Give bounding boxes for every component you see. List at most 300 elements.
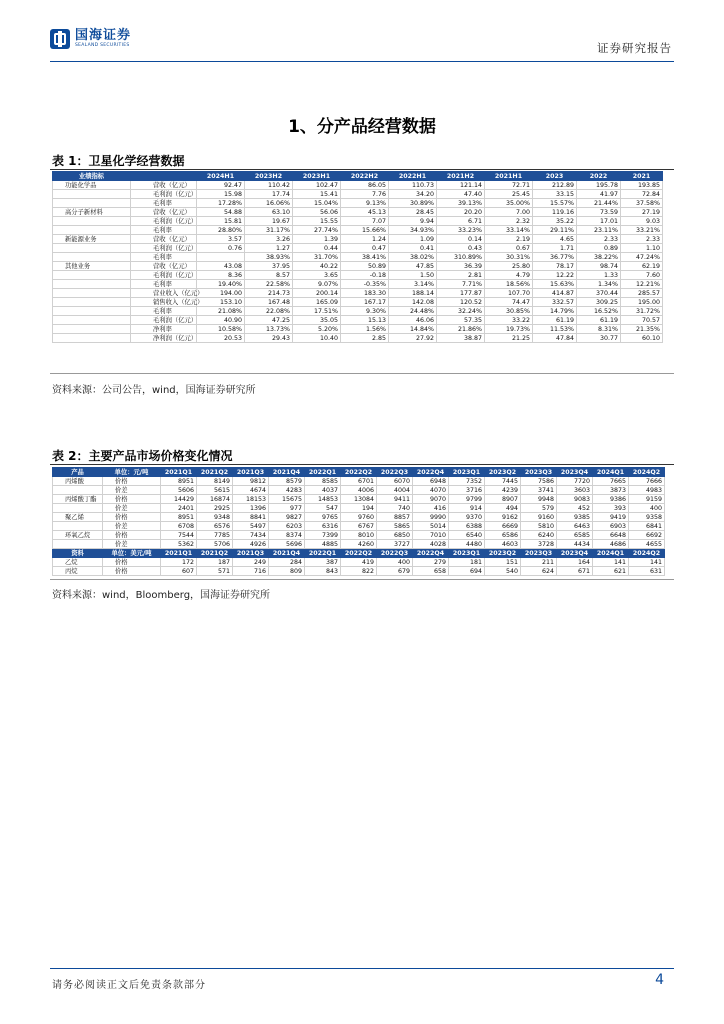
table1-value-cell: 19.40% (197, 280, 245, 289)
table1-value-cell: 35.22 (533, 217, 577, 226)
table1-value-cell: 200.14 (293, 289, 341, 298)
table1-indicator-cell: 毛利润（亿元） (131, 190, 197, 199)
table2-value-cell: 4434 (557, 540, 593, 549)
table2-value-cell: 9348 (197, 513, 233, 522)
table1-value-cell: 167.17 (341, 298, 389, 307)
table2-value-cell: 547 (305, 504, 341, 513)
table1-value-cell: 1.09 (389, 235, 437, 244)
table2-value-cell: 6767 (341, 522, 377, 531)
table1-value-cell: 39.13% (437, 199, 485, 208)
table2-unit-cell: 价格 (103, 558, 161, 567)
table1-value-cell: 21.44% (577, 199, 621, 208)
table2-value-cell: 4655 (629, 540, 665, 549)
table2-value-cell: 6669 (485, 522, 521, 531)
table2-value-cell: 631 (629, 567, 665, 576)
table1-value-cell: 37.58% (621, 199, 663, 208)
table2-value-cell: 9070 (413, 495, 449, 504)
table1-value-cell: 1.39 (293, 235, 341, 244)
table1-value-cell: 33.14% (485, 226, 533, 235)
table1-value-cell: 33.23% (437, 226, 485, 235)
table1-value-cell: 17.01 (577, 217, 621, 226)
table2-value-cell: 694 (449, 567, 485, 576)
table2-value-cell: 8841 (233, 513, 269, 522)
table2-value-cell: 5497 (233, 522, 269, 531)
table1-value-cell: 414.87 (533, 289, 577, 298)
table1-indicator-cell: 营收（亿元） (131, 262, 197, 271)
table2-value-cell: 3741 (521, 486, 557, 495)
table2-value-cell: 9419 (593, 513, 629, 522)
table1-value-cell: 47.24% (621, 253, 663, 262)
table2-subheader-row (53, 549, 665, 558)
table1-category-cell (53, 280, 131, 289)
table2-value-cell: 211 (521, 558, 557, 567)
table1-value-cell: 22.58% (245, 280, 293, 289)
table1-value-cell: 60.10 (621, 334, 663, 343)
table1-category-cell (53, 307, 131, 316)
table-row (53, 298, 663, 307)
table1-header-cell: 2022H1 (389, 172, 437, 181)
table2-header-cell: 2021Q4 (269, 468, 305, 477)
table1-value-cell: 0.43 (437, 244, 485, 253)
table1-value-cell: 40.90 (197, 316, 245, 325)
table2-value-cell: 9765 (305, 513, 341, 522)
table2-value-cell: 679 (377, 567, 413, 576)
table1-header-cell: 业绩指标 (53, 172, 131, 181)
table1-value-cell: 107.70 (485, 289, 533, 298)
table1-value-cell: 54.88 (197, 208, 245, 217)
table2-value-cell: 4674 (233, 486, 269, 495)
footer-disclaimer: 请务必阅读正文后免责条款部分 (52, 980, 206, 991)
table2-product-cell: 聚乙烯 (53, 513, 103, 522)
table2-value-cell: 7666 (629, 477, 665, 486)
table1-value-cell: 153.10 (197, 298, 245, 307)
table2-value-cell: 2021Q4 (269, 549, 305, 558)
table1-category-cell (53, 244, 131, 253)
table1-value-cell: 17.28% (197, 199, 245, 208)
table2-header-cell: 2024Q1 (593, 468, 629, 477)
table1-value-cell: 30.31% (485, 253, 533, 262)
table-row (53, 217, 663, 226)
table2-value-cell: 3716 (449, 486, 485, 495)
table1-value-cell: 285.57 (621, 289, 663, 298)
table2-value-cell: 621 (593, 567, 629, 576)
table1-value-cell: 2.19 (485, 235, 533, 244)
table2-value-cell: 6708 (161, 522, 197, 531)
table1-header-cell: 2021H2 (437, 172, 485, 181)
table1-value-cell: 2.32 (485, 217, 533, 226)
table2-value-cell: 5362 (161, 540, 197, 549)
table1-category-cell: 其他业务 (53, 262, 131, 271)
table1-value-cell: 61.19 (533, 316, 577, 325)
table1-category-cell (53, 226, 131, 235)
table1-value-cell: 98.74 (577, 262, 621, 271)
table2-value-cell: 164 (557, 558, 593, 567)
table1-value-cell: 0.47 (341, 244, 389, 253)
table2-value-cell: 977 (269, 504, 305, 513)
table1-value-cell: 177.87 (437, 289, 485, 298)
table2-value-cell: 5696 (269, 540, 305, 549)
table2-value-cell: 8857 (377, 513, 413, 522)
table1-value-cell: 13.73% (245, 325, 293, 334)
table1-header-cell (131, 172, 197, 181)
table1-value-cell: 0.44 (293, 244, 341, 253)
table2-value-cell: 7399 (305, 531, 341, 540)
table1-value-cell: 3.65 (293, 271, 341, 280)
table1-value-cell: 1.27 (245, 244, 293, 253)
table2-value-cell: 740 (377, 504, 413, 513)
table2-header-cell: 2022Q1 (305, 468, 341, 477)
table1-value-cell: 8.31% (577, 325, 621, 334)
table2-value-cell: 9160 (521, 513, 557, 522)
table2-value-cell: 400 (377, 558, 413, 567)
table-row (53, 235, 663, 244)
table1-value-cell: 17.74 (245, 190, 293, 199)
table2-value-cell: 8951 (161, 513, 197, 522)
table2-value-cell: 9799 (449, 495, 485, 504)
table1-value-cell: 47.40 (437, 190, 485, 199)
table2-value-cell: 2925 (197, 504, 233, 513)
table1-indicator-cell: 毛利润（亿元） (131, 244, 197, 253)
table2-value-cell: 2021Q2 (197, 549, 233, 558)
table2-value-cell: 9386 (593, 495, 629, 504)
table2-value-cell: 671 (557, 567, 593, 576)
table1-value-cell: 15.04% (293, 199, 341, 208)
table2-value-cell: 4926 (233, 540, 269, 549)
table2-value-cell: 6903 (593, 522, 629, 531)
table1-value-cell: 35.05 (293, 316, 341, 325)
table1-value-cell: -0.18 (341, 271, 389, 280)
table1-value-cell: 119.16 (533, 208, 577, 217)
table1-value-cell: 19.73% (485, 325, 533, 334)
table-row (53, 190, 663, 199)
table2-value-cell: 9827 (269, 513, 305, 522)
table2-value-cell: 716 (233, 567, 269, 576)
table2-product-cell (53, 504, 103, 513)
table2-value-cell: 14429 (161, 495, 197, 504)
table1-category-cell (53, 316, 131, 325)
table2-value-cell: 141 (629, 558, 665, 567)
table1-value-cell: 27.92 (389, 334, 437, 343)
logo-cn: 国海证券 (75, 28, 132, 43)
table1-category-cell (53, 325, 131, 334)
table2-value-cell: 6316 (305, 522, 341, 531)
logo-en: SEALAND SECURITIES (75, 43, 130, 48)
table2-unit-cell: 价格 (103, 495, 161, 504)
table1-value-cell: 21.25 (485, 334, 533, 343)
table2-value-cell: 3728 (521, 540, 557, 549)
table1-value-cell: 3.14% (389, 280, 437, 289)
table1-value-cell: 61.19 (577, 316, 621, 325)
company-logo (50, 29, 131, 49)
table2-value-cell: 2023Q3 (521, 549, 557, 558)
table1-value-cell: 30.89% (389, 199, 437, 208)
table1-value-cell: 21.08% (197, 307, 245, 316)
table1-value-cell: 7.76 (341, 190, 389, 199)
table2-value-cell: 8374 (269, 531, 305, 540)
table2-value-cell: 400 (629, 504, 665, 513)
table2-value-cell: 9159 (629, 495, 665, 504)
table1-category-cell: 功能化学品 (53, 181, 131, 190)
table1-value-cell: 36.77% (533, 253, 577, 262)
table2-value-cell: 4480 (449, 540, 485, 549)
table1-value-cell: 47.85 (389, 262, 437, 271)
table2-value-cell: 3873 (593, 486, 629, 495)
table2-product-cell: 资料 (53, 549, 103, 558)
table1-value-cell: 30.85% (485, 307, 533, 316)
table1-value-cell: 16.06% (245, 199, 293, 208)
table2-value-cell: 18153 (233, 495, 269, 504)
table1-value-cell: 33.22 (485, 316, 533, 325)
table2-value-cell: 9083 (557, 495, 593, 504)
table2-value-cell: 2022Q1 (305, 549, 341, 558)
table1-value-cell: 31.70% (293, 253, 341, 262)
table-row (53, 262, 663, 271)
table1-value-cell: 9.07% (293, 280, 341, 289)
table1-value-cell: 50.89 (341, 262, 389, 271)
table2-value-cell: 9162 (485, 513, 521, 522)
table1-value-cell: 29.11% (533, 226, 577, 235)
table1-value-cell: 24.48% (389, 307, 437, 316)
table1-value-cell: 73.59 (577, 208, 621, 217)
table2-value-cell: 9358 (629, 513, 665, 522)
table2-value-cell: 6586 (485, 531, 521, 540)
table2-value-cell: 387 (305, 558, 341, 567)
table1-value-cell: 8.36 (197, 271, 245, 280)
table2-value-cell: 2401 (161, 504, 197, 513)
table2-value-cell: 9385 (557, 513, 593, 522)
table1-indicator-cell: 营收（亿元） (131, 208, 197, 217)
table2-value-cell: 4004 (377, 486, 413, 495)
table1-value-cell: 121.14 (437, 181, 485, 190)
table2-value-cell: 2024Q1 (593, 549, 629, 558)
table1-category-cell (53, 190, 131, 199)
table2-value-cell: 9948 (521, 495, 557, 504)
table1-value-cell: 62.19 (621, 262, 663, 271)
table1-value-cell: 0.14 (437, 235, 485, 244)
table1-header-cell: 2021 (621, 172, 663, 181)
table1-value-cell: 102.47 (293, 181, 341, 190)
table1-value-cell: 12.22 (533, 271, 577, 280)
table2-value-cell: 2021Q1 (161, 549, 197, 558)
table2-value-cell: 5615 (197, 486, 233, 495)
table-row (53, 280, 663, 289)
table1-value-cell: 310.89% (437, 253, 485, 262)
table2-value-cell: 5706 (197, 540, 233, 549)
table-row (53, 522, 665, 531)
table-row (53, 540, 665, 549)
table2-value-cell: 8579 (269, 477, 305, 486)
table-row (53, 244, 663, 253)
table1-value-cell: 6.71 (437, 217, 485, 226)
table1-value-cell: 28.80% (197, 226, 245, 235)
table1-value-cell: 25.45 (485, 190, 533, 199)
table2-value-cell: 8010 (341, 531, 377, 540)
table2-header-cell: 2022Q3 (377, 468, 413, 477)
table-row (53, 513, 665, 522)
table1-value-cell: 56.06 (293, 208, 341, 217)
table1-value-cell: 110.42 (245, 181, 293, 190)
table1-value-cell: 1.34% (577, 280, 621, 289)
table1-category-cell (53, 199, 131, 208)
table1-value-cell: 0.67 (485, 244, 533, 253)
table1-value-cell: 36.39 (437, 262, 485, 271)
table2-value-cell: 6540 (449, 531, 485, 540)
table2-value-cell: 9990 (413, 513, 449, 522)
table2-value-cell: 9760 (341, 513, 377, 522)
table1-header-cell: 2023H2 (245, 172, 293, 181)
table1-indicator-cell: 毛利率 (131, 226, 197, 235)
table2-value-cell: 2023Q1 (449, 549, 485, 558)
table2-header-cell: 2024Q2 (629, 468, 665, 477)
table2-header-cell: 2021Q3 (233, 468, 269, 477)
table2-header-cell: 单位：元/吨 (103, 468, 161, 477)
table2-value-cell: 624 (521, 567, 557, 576)
table1-value-cell: 9.30% (341, 307, 389, 316)
table2-header-cell: 2022Q2 (341, 468, 377, 477)
table1-value-cell: 3.57 (197, 235, 245, 244)
table2-value-cell: 452 (557, 504, 593, 513)
table-row (53, 504, 665, 513)
table2-value-cell: 494 (485, 504, 521, 513)
table2-value-cell: 6070 (377, 477, 413, 486)
table2-value-cell: 7665 (593, 477, 629, 486)
table2-bottom-rule (50, 579, 674, 580)
table1-value-cell: 15.81 (197, 217, 245, 226)
table2-value-cell: 6948 (413, 477, 449, 486)
table-row (53, 307, 663, 316)
table1-value-cell: 35.00% (485, 199, 533, 208)
table1-value-cell: 1.71 (533, 244, 577, 253)
table1-value-cell: 29.43 (245, 334, 293, 343)
table1-value-cell: 2.81 (437, 271, 485, 280)
table1-value-cell: 332.57 (533, 298, 577, 307)
table2-unit-cell: 价差 (103, 522, 161, 531)
table2-value-cell: 7720 (557, 477, 593, 486)
table2-value-cell: 6585 (557, 531, 593, 540)
table1-value-cell: 142.08 (389, 298, 437, 307)
page-number: 4 (655, 972, 664, 988)
table2-value-cell: 6203 (269, 522, 305, 531)
table1-value-cell: 37.95 (245, 262, 293, 271)
table2-value-cell: 6701 (341, 477, 377, 486)
footer-divider (50, 968, 674, 969)
table1-value-cell: 30.77 (577, 334, 621, 343)
table1-category-cell: 新能源业务 (53, 235, 131, 244)
logo-icon (50, 29, 70, 49)
table1-value-cell: 167.48 (245, 298, 293, 307)
table2-value-cell: 2022Q3 (377, 549, 413, 558)
table2-value-cell: 2023Q4 (557, 549, 593, 558)
table2-value-cell: 7010 (413, 531, 449, 540)
table1-header-row (53, 172, 663, 181)
table2-header-cell: 2023Q4 (557, 468, 593, 477)
table1-value-cell: 15.13 (341, 316, 389, 325)
table2-unit-cell: 价差 (103, 504, 161, 513)
table2-value-cell: 416 (413, 504, 449, 513)
table1-value-cell: 19.67 (245, 217, 293, 226)
table-row (53, 289, 663, 298)
table1-value-cell: 38.22% (577, 253, 621, 262)
table2-value-cell: 7445 (485, 477, 521, 486)
table2-unit-cell: 价格 (103, 513, 161, 522)
table2-product-cell (53, 522, 103, 531)
table1-title: 表 1：卫星化学经营数据 (52, 154, 185, 168)
table2-value-cell: 5810 (521, 522, 557, 531)
table2-value-cell: 284 (269, 558, 305, 567)
table-row (53, 486, 665, 495)
table2-value-cell: 419 (341, 558, 377, 567)
table-row (53, 325, 663, 334)
table2-title: 表 2：主要产品市场价格变化情况 (52, 449, 233, 463)
table1-value-cell: 195.78 (577, 181, 621, 190)
table2-value-cell: 4028 (413, 540, 449, 549)
table1-value-cell: 78.17 (533, 262, 577, 271)
table1-category-cell (53, 271, 131, 280)
table-row (53, 567, 665, 576)
table2-value-cell: 8585 (305, 477, 341, 486)
table1-category-cell (53, 217, 131, 226)
table2 (52, 467, 665, 576)
table2-value-cell: 5014 (413, 522, 449, 531)
table2-header-cell: 2022Q4 (413, 468, 449, 477)
table2-value-cell: 914 (449, 504, 485, 513)
table1-value-cell: 33.15 (533, 190, 577, 199)
table1-value-cell: 27.19 (621, 208, 663, 217)
table-row (53, 316, 663, 325)
table2-value-cell: 822 (341, 567, 377, 576)
table2-value-cell: 5606 (161, 486, 197, 495)
table2-value-cell: 151 (485, 558, 521, 567)
table2-value-cell: 8951 (161, 477, 197, 486)
table2-value-cell: 2024Q2 (629, 549, 665, 558)
table1-indicator-cell: 净利率 (131, 325, 197, 334)
table1-header-cell: 2023H1 (293, 172, 341, 181)
table-row (53, 199, 663, 208)
table1-value-cell: 20.53 (197, 334, 245, 343)
table1-value-cell: 74.47 (485, 298, 533, 307)
table-row (53, 531, 665, 540)
table2-value-cell: 4885 (305, 540, 341, 549)
table1-header-cell: 2024H1 (197, 172, 245, 181)
table1-value-cell: 21.86% (437, 325, 485, 334)
page-header (0, 0, 724, 62)
table2-value-cell: 4603 (485, 540, 521, 549)
table2-value-cell: 187 (197, 558, 233, 567)
table1-value-cell: 46.06 (389, 316, 437, 325)
table1-value-cell: 12.21% (621, 280, 663, 289)
table1-value-cell: 195.00 (621, 298, 663, 307)
table1-category-cell (53, 289, 131, 298)
table1-value-cell: 34.93% (389, 226, 437, 235)
table1-value-cell: 70.57 (621, 316, 663, 325)
table2-value-cell: 7586 (521, 477, 557, 486)
table1-value-cell: 212.89 (533, 181, 577, 190)
table1-indicator-cell: 毛利率 (131, 307, 197, 316)
table2-value-cell: 172 (161, 558, 197, 567)
table2-value-cell: 9370 (449, 513, 485, 522)
table1-value-cell: 5.20% (293, 325, 341, 334)
report-type: 证券研究报告 (597, 41, 672, 55)
table1-value-cell: 4.79 (485, 271, 533, 280)
table-row (53, 226, 663, 235)
table1-value-cell: 40.22 (293, 262, 341, 271)
table2-product-cell: 丙烷 (53, 567, 103, 576)
table2-value-cell: 809 (269, 567, 305, 576)
table2-value-cell: 6850 (377, 531, 413, 540)
table-row (53, 253, 663, 262)
table2-value-cell: 14853 (305, 495, 341, 504)
table-row (53, 495, 665, 504)
